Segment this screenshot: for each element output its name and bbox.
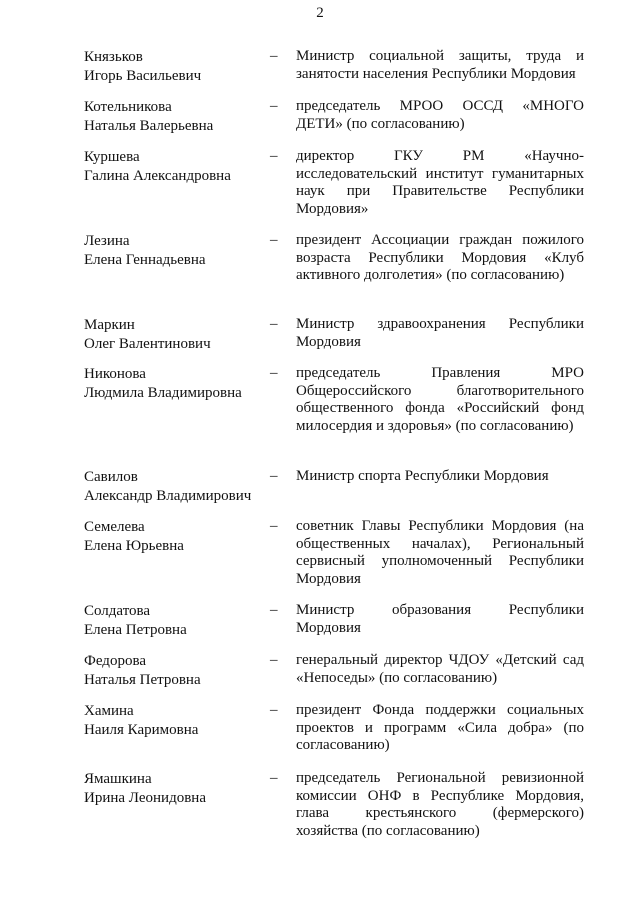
member-role: генеральный директор ЧДОУ «Детский сад «Непоседы» (по согласованию) bbox=[296, 652, 584, 686]
member-role: президент Фонда поддержки социальных проектов и программ «Сила добра» (по согласованию) bbox=[296, 702, 584, 753]
member-name bbox=[84, 468, 264, 506]
member-given-names: Людмила Владимировна bbox=[84, 385, 242, 401]
separator-dash: – bbox=[270, 770, 278, 786]
member-given-names: Елена Юрьевна bbox=[84, 538, 184, 554]
member-role: Министр здравоохранения Республики Мордовия bbox=[296, 316, 584, 350]
member-role: директор ГКУ РМ «Научно-исследовательский институт гуманитарных наук при Правительстве Республики Мордовия» bbox=[296, 148, 584, 217]
member-given-names: Наиля Каримовна bbox=[84, 722, 199, 738]
member-given-names: Ирина Леонидовна bbox=[84, 790, 206, 806]
member-role: президент Ассоциации граждан пожилого возраста Республики Мордовия «Клуб активного долголетия» (по согласованию) bbox=[296, 232, 584, 283]
separator-dash: – bbox=[270, 365, 278, 381]
member-name bbox=[84, 316, 264, 354]
separator-dash: – bbox=[270, 602, 278, 618]
member-surname: Куршева bbox=[84, 149, 140, 165]
member-role: председатель Региональной ревизионной комиссии ОНФ в Республике Мордовия, глава крестьянского (фермерского) хозяйства (по согласованию) bbox=[296, 770, 584, 839]
member-role: Министр социальной защиты, труда и занятости населения Республики Мордовия bbox=[296, 48, 584, 82]
member-given-names: Елена Петровна bbox=[84, 622, 187, 638]
page-number: 2 bbox=[316, 5, 324, 21]
separator-dash: – bbox=[270, 98, 278, 114]
member-surname: Савилов bbox=[84, 469, 138, 485]
member-given-names: Олег Валентинович bbox=[84, 336, 211, 352]
member-surname: Котельникова bbox=[84, 99, 172, 115]
separator-dash: – bbox=[270, 48, 278, 64]
member-given-names: Галина Александровна bbox=[84, 168, 231, 184]
member-surname: Семелева bbox=[84, 519, 145, 535]
separator-dash: – bbox=[270, 518, 278, 534]
member-name bbox=[84, 98, 264, 136]
member-surname: Федорова bbox=[84, 653, 146, 669]
member-name bbox=[84, 770, 264, 808]
member-given-names: Александр Владимирович bbox=[84, 488, 252, 504]
member-surname: Ямашкина bbox=[84, 771, 152, 787]
member-surname: Лезина bbox=[84, 233, 130, 249]
member-surname: Никонова bbox=[84, 366, 146, 382]
member-name bbox=[84, 48, 264, 86]
member-name bbox=[84, 702, 264, 740]
separator-dash: – bbox=[270, 316, 278, 332]
member-role: советник Главы Республики Мордовия (на общественных началах), Региональный сервисный уполномоченный Республики Мордовия bbox=[296, 518, 584, 587]
member-given-names: Елена Геннадьевна bbox=[84, 252, 206, 268]
member-name bbox=[84, 518, 264, 556]
member-surname: Маркин bbox=[84, 317, 135, 333]
separator-dash: – bbox=[270, 232, 278, 248]
member-name bbox=[84, 148, 264, 186]
separator-dash: – bbox=[270, 468, 278, 484]
member-given-names: Наталья Валерьевна bbox=[84, 118, 214, 134]
member-name bbox=[84, 602, 264, 640]
member-surname: Солдатова bbox=[84, 603, 151, 619]
member-name bbox=[84, 652, 264, 690]
member-given-names: Игорь Васильевич bbox=[84, 68, 202, 84]
separator-dash: – bbox=[270, 148, 278, 164]
member-name bbox=[84, 365, 264, 403]
separator-dash: – bbox=[270, 652, 278, 668]
member-given-names: Наталья Петровна bbox=[84, 672, 201, 688]
member-name bbox=[84, 232, 264, 270]
member-role: председатель Правления МРО Общероссийского благотворительного общественного фонда «Российский фонд милосердия и здоровья» (по согласованию) bbox=[296, 365, 584, 434]
member-surname: Хамина bbox=[84, 703, 134, 719]
separator-dash: – bbox=[270, 702, 278, 718]
member-role: председатель МРОО ОССД «МНОГО ДЕТИ» (по согласованию) bbox=[296, 98, 584, 132]
member-role: Министр спорта Республики Мордовия bbox=[296, 468, 549, 484]
member-role: Министр образования Республики Мордовия bbox=[296, 602, 584, 636]
member-surname: Князьков bbox=[84, 49, 143, 65]
